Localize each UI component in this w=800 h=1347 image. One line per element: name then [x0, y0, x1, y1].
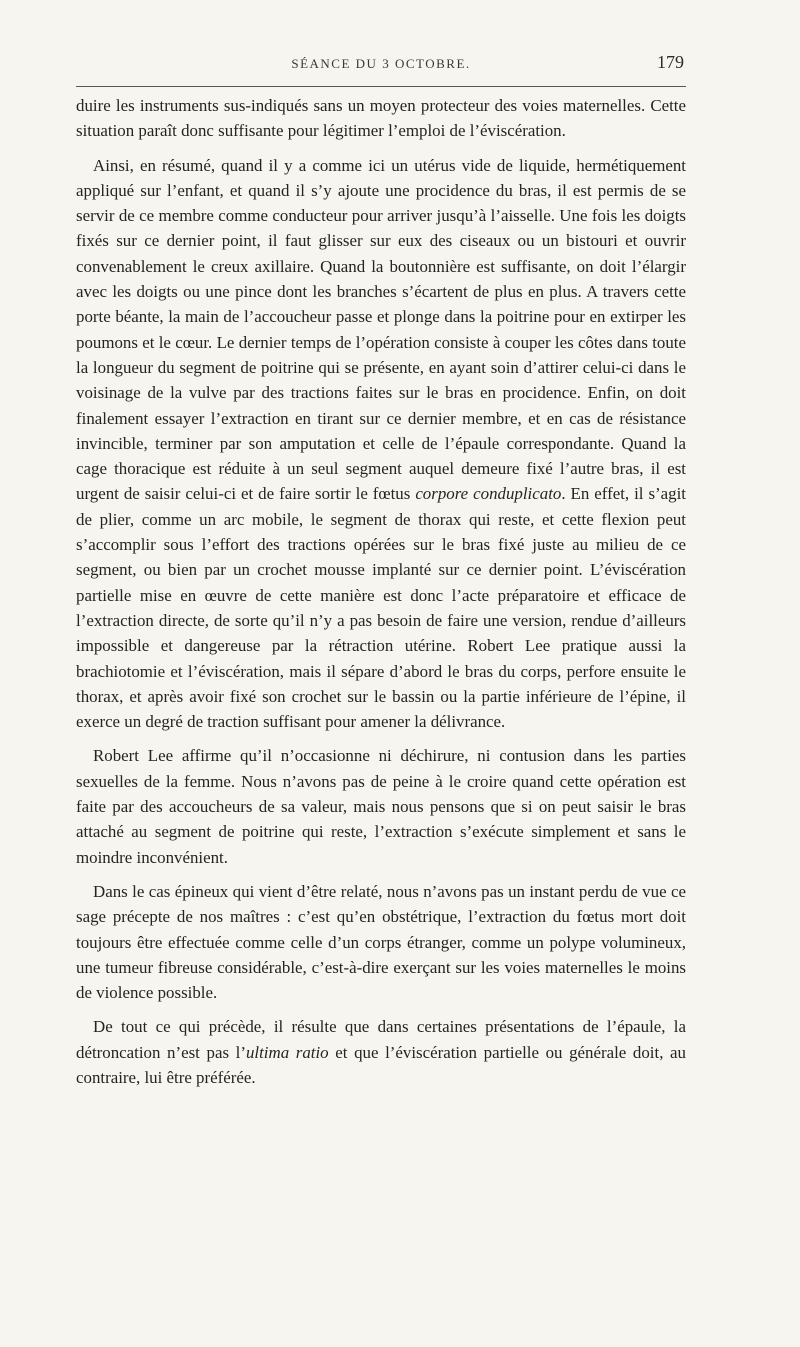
document-page: [76, 48, 686, 1099]
text-segment: duire les instruments sus-indiqués sans un moyen protecteur des voies maternelles. Cette situation paraît donc suffisante pour légitimer l’emploi de l’éviscération.: [76, 96, 686, 141]
header-rule: [76, 86, 686, 87]
header-title: SÉANCE DU 3 OCTOBRE.: [291, 56, 471, 71]
paragraph-2: [76, 153, 686, 735]
body-text: [76, 93, 686, 1090]
paragraph-3: [76, 743, 686, 869]
italic-phrase: ultima ratio: [245, 1042, 329, 1062]
text-segment: . En effet, il s’agit de plier, comme un arc mobile, le segment de thorax qui reste, et cette flexion peut s’accomplir sous l’effort des tractions opérées sur le bras fixé juste au milieu de ce segment, ou bien par un crochet mousse implanté sur ce dernier point. L’éviscération partielle mise en œuvre de cette manière est donc l’acte préparatoire et efficace de l’extraction directe, de sorte qu’il n’y a pas besoin de faire une version, rendue d’ailleurs impossible et dangereuse par la rétraction utérine. Robert Lee pratique aussi la brachiotomie et l’éviscération, mais il sépare d’abord le bras du corps, perfore ensuite le thorax, et après avoir fixé son crochet sur le bassin ou la partie inférieure de l’épine, il exerce un degré de traction suffisant pour amener la délivrance.: [76, 484, 687, 732]
text-segment: Ainsi, en résumé, quand il y a comme ici un utérus vide de liquide, hermétiquement appliqué sur l’enfant, et quand il s’y ajoute une procidence du bras, il est permis de se servir de ce membre comme conducteur pour arriver jusqu’à l’aisselle. Une fois les doigts fixés sur ce dernier point, il faut glisser sur eux des ciseaux ou un bistouri et ouvrir convenablement le creux axillaire. Quand la boutonnière est suffisante, on doit l’élargir avec les doigts ou une pince dont les branches s’écartent de plus en plus. A travers cette porte béante, la main de l’accoucheur passe et plonge dans la poitrine pour en extirper les poumons et le cœur. Le dernier temps de l’opération consiste à couper les côtes dans toute la longueur du segment de poitrine qui se présente, en ayant soin d’attirer celui-ci dans le voisinage de la vulve par des tractions faites sur le bras en procidence. Enfin, on doit finalement essayer l’extraction en tirant sur ce dernier membre, et en cas de résistance invincible, terminer par son amputation et celle de l’épaule correspondante. Quand la cage thoracique est réduite à un seul segment auquel demeure fixé l’autre bras, il est urgent de saisir celui-ci et de faire sortir le fœtus: [76, 155, 686, 504]
paragraph-4: [76, 879, 686, 1005]
running-header: [76, 48, 686, 76]
text-segment: Robert Lee affirme qu’il n’occasionne ni déchirure, ni contusion dans les parties sexuelles de la femme. Nous n’avons pas de peine à le croire quand cette opération est faite par des accoucheurs de sa valeur, mais nous pensons que si on peut saisir le bras attaché au segment de poitrine qui reste, l’extraction s’exécute simplement et sans le moindre inconvénient.: [76, 746, 686, 867]
text-segment: Dans le cas épineux qui vient d’être relaté, nous n’avons pas un instant perdu de vue ce sage précepte de nos maîtres : c’est qu’en obstétrique, l’extraction du fœtus mort doit toujours être effectuée comme celle d’un corps étranger, comme un polype volumineux, une tumeur fibreuse considérable, c’est-à-dire exerçant sur les voies maternelles le moins de violence possible.: [76, 881, 686, 1003]
paragraph-5: [76, 1014, 686, 1090]
text-segment: et que l’éviscération partielle ou générale doit, au contraire, lui être préférée.: [76, 1042, 686, 1087]
paragraph-1: [76, 93, 686, 144]
text-segment: De tout ce qui précède, il résulte que dans certaines présentations de l’épaule, la détroncation n’est pas l’: [76, 1017, 686, 1062]
italic-phrase: corpore conduplicato: [415, 484, 562, 504]
page-number: 179: [657, 52, 684, 72]
